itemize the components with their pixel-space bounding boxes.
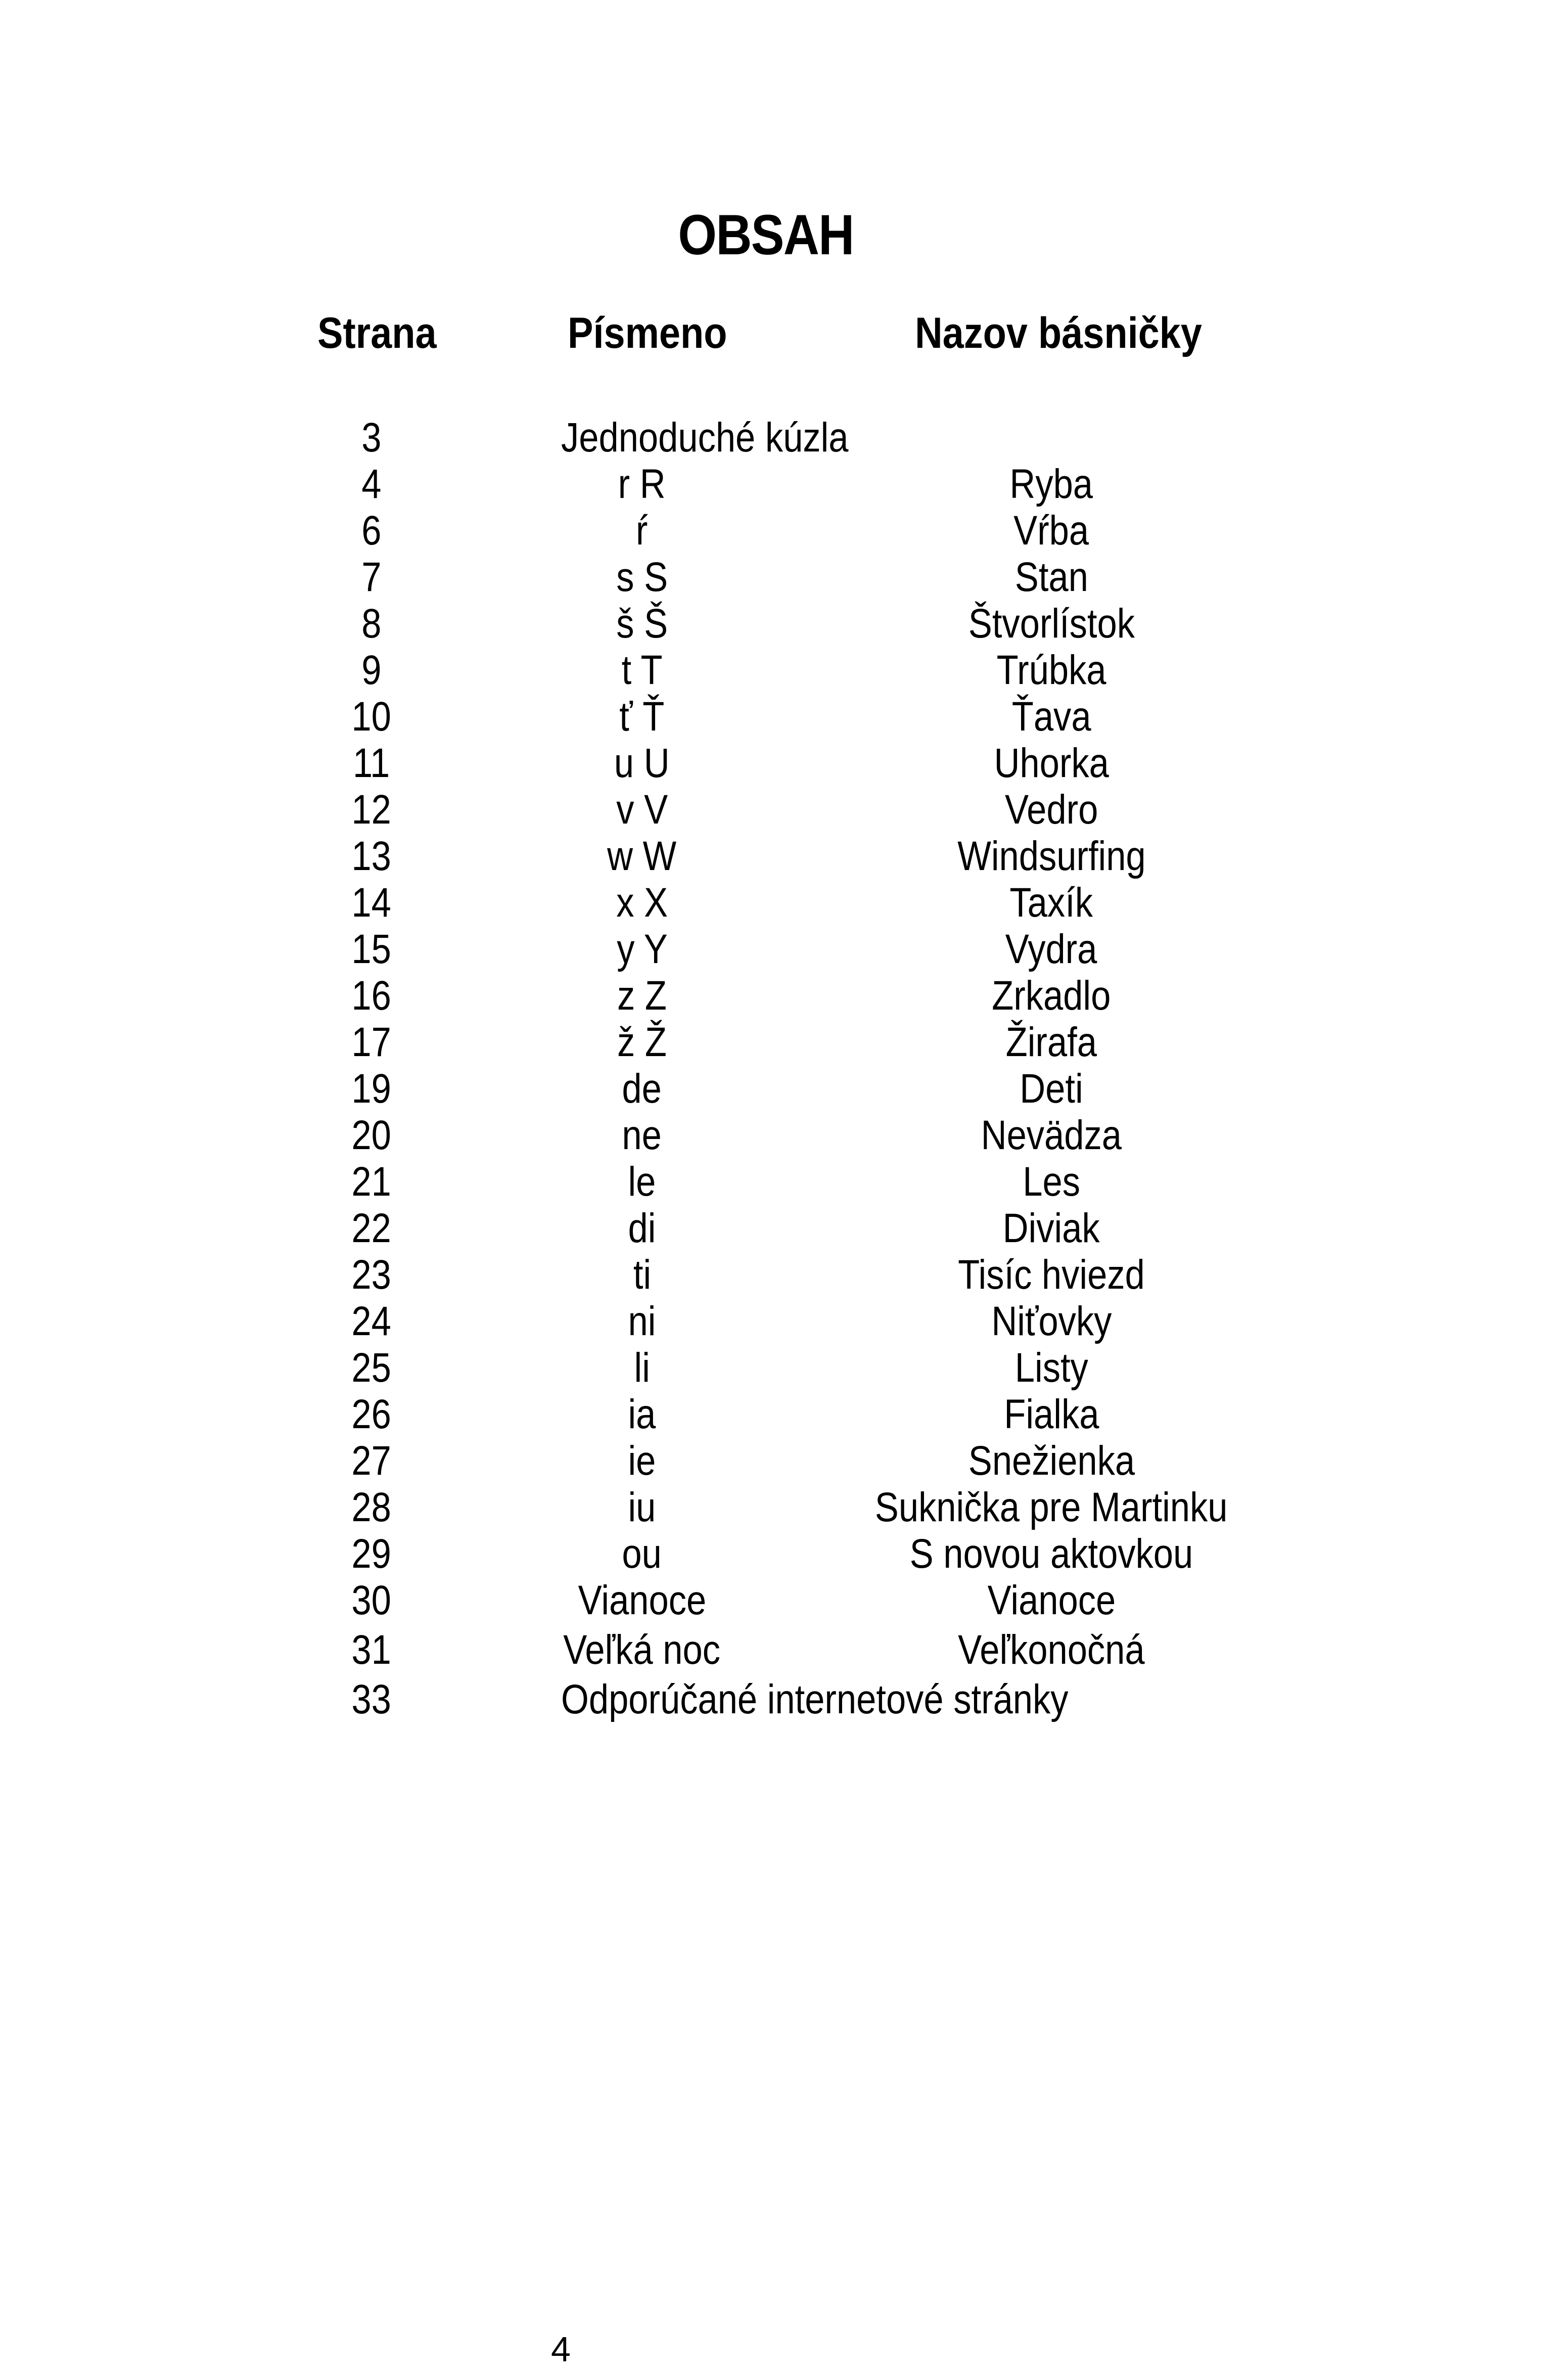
toc-row xyxy=(0,1391,1568,1438)
toc-page-number-text: 10 xyxy=(351,694,392,740)
page-number: 4 xyxy=(551,2330,571,2369)
toc-row xyxy=(0,1252,1568,1298)
toc-letter-text: u U xyxy=(614,740,670,786)
table-of-contents xyxy=(0,415,1568,1723)
toc-poem-title xyxy=(799,1205,1304,1252)
toc-poem-title xyxy=(799,1391,1304,1438)
toc-row xyxy=(0,1205,1568,1252)
toc-letter-text: s S xyxy=(616,554,668,600)
toc-page-number xyxy=(324,1438,420,1484)
toc-poem-title-text: Trúbka xyxy=(996,647,1106,693)
toc-letter-text: li xyxy=(634,1345,650,1391)
toc-page-number-text: 19 xyxy=(351,1066,392,1112)
toc-poem-title-text: Žirafa xyxy=(1005,1019,1097,1065)
toc-row xyxy=(0,647,1568,694)
toc-letter-text: r R xyxy=(618,461,666,507)
toc-page-number xyxy=(324,926,420,973)
toc-letter xyxy=(490,1159,794,1205)
toc-page-number xyxy=(324,508,420,554)
toc-letter xyxy=(490,1019,794,1066)
toc-poem-title-text: Vŕba xyxy=(1013,508,1089,554)
toc-poem-title xyxy=(799,1484,1304,1531)
toc-row xyxy=(0,1066,1568,1112)
toc-letter xyxy=(490,461,794,508)
toc-page-number xyxy=(324,740,420,787)
toc-letter-text: de xyxy=(622,1066,662,1112)
toc-page-number xyxy=(324,1345,420,1391)
toc-letter-text: w W xyxy=(607,833,677,879)
toc-page-number-text: 30 xyxy=(351,1577,392,1623)
toc-page-number-text: 29 xyxy=(351,1531,392,1577)
toc-poem-title xyxy=(799,508,1304,554)
toc-poem-title-text: Zrkadlo xyxy=(992,973,1111,1019)
toc-row xyxy=(0,461,1568,508)
toc-page-number xyxy=(324,973,420,1019)
toc-poem-title xyxy=(799,740,1304,787)
toc-page-number xyxy=(324,601,420,647)
toc-page-number-text: 21 xyxy=(351,1159,392,1205)
toc-section-title-text: Jednoduché kúzla xyxy=(561,415,849,461)
toc-poem-title xyxy=(799,554,1304,601)
toc-poem-title xyxy=(799,1531,1304,1577)
toc-poem-title xyxy=(799,1345,1304,1391)
toc-page-number-text: 11 xyxy=(353,740,390,786)
toc-letter xyxy=(490,926,794,973)
toc-letter-text: di xyxy=(628,1205,656,1251)
toc-page-number-text: 25 xyxy=(351,1345,392,1391)
toc-letter-text: ne xyxy=(622,1112,662,1158)
toc-poem-title xyxy=(799,1112,1304,1159)
toc-poem-title-text: Deti xyxy=(1020,1066,1083,1112)
toc-poem-title xyxy=(799,926,1304,973)
toc-row xyxy=(0,1159,1568,1205)
toc-row xyxy=(0,1345,1568,1391)
toc-page-number-text: 15 xyxy=(351,926,392,972)
toc-poem-title-text: Listy xyxy=(1014,1345,1088,1391)
toc-poem-title-text: Windsurfing xyxy=(957,833,1146,879)
toc-poem-title-text: Nevädza xyxy=(981,1112,1122,1158)
toc-page-number xyxy=(324,833,420,880)
toc-page-number-text: 31 xyxy=(351,1627,392,1673)
toc-row xyxy=(0,1627,1568,1673)
toc-page-number xyxy=(324,415,420,461)
toc-page-number-text: 22 xyxy=(351,1205,392,1251)
toc-page-number xyxy=(324,880,420,926)
toc-letter xyxy=(490,740,794,787)
toc-letter xyxy=(490,1252,794,1298)
toc-row xyxy=(0,1531,1568,1577)
toc-poem-title xyxy=(799,1298,1304,1345)
toc-poem-title xyxy=(799,1438,1304,1484)
toc-letter-text: iu xyxy=(628,1484,656,1530)
toc-letter-text: ŕ xyxy=(636,508,648,554)
toc-letter xyxy=(490,1066,794,1112)
toc-row xyxy=(0,973,1568,1019)
toc-poem-title-text: Stan xyxy=(1014,554,1088,600)
toc-page-number-text: 4 xyxy=(361,461,382,507)
toc-poem-title-text: Štvorlístok xyxy=(968,601,1135,647)
toc-poem-title xyxy=(799,833,1304,880)
toc-page-number xyxy=(324,647,420,694)
toc-row xyxy=(0,880,1568,926)
toc-page-number xyxy=(324,554,420,601)
toc-poem-title xyxy=(799,973,1304,1019)
toc-poem-title xyxy=(799,461,1304,508)
toc-letter xyxy=(490,694,794,740)
toc-letter-text: z Z xyxy=(617,973,667,1019)
toc-letter-text: ie xyxy=(628,1438,656,1484)
toc-poem-title-text: Vianoce xyxy=(987,1577,1116,1623)
toc-page-number-text: 27 xyxy=(351,1438,392,1484)
toc-row xyxy=(0,787,1568,833)
toc-poem-title xyxy=(799,1066,1304,1112)
toc-row xyxy=(0,1019,1568,1066)
toc-letter-text: y Y xyxy=(616,926,668,972)
toc-page-number xyxy=(324,1484,420,1531)
toc-letter xyxy=(490,1577,794,1624)
toc-page-number-text: 24 xyxy=(351,1298,392,1344)
toc-row xyxy=(0,694,1568,740)
toc-letter xyxy=(490,554,794,601)
toc-poem-title-text: Vydra xyxy=(1005,926,1097,972)
toc-row xyxy=(0,601,1568,647)
toc-section-title xyxy=(561,1676,1151,1723)
toc-page-number-text: 3 xyxy=(361,415,382,461)
column-header-letter: Písmeno xyxy=(568,309,727,357)
toc-poem-title-text: S novou aktovkou xyxy=(909,1531,1193,1577)
toc-page-number-text: 16 xyxy=(351,973,392,1019)
toc-letter xyxy=(490,1627,794,1673)
toc-letter xyxy=(490,1531,794,1577)
toc-letter xyxy=(490,1298,794,1345)
toc-poem-title-text: Diviak xyxy=(1002,1205,1100,1251)
toc-section-title-text: Odporúčané internetové stránky xyxy=(561,1676,1069,1722)
toc-row xyxy=(0,1438,1568,1484)
toc-page-number xyxy=(324,1298,420,1345)
toc-row xyxy=(0,926,1568,973)
toc-page-number xyxy=(324,1391,420,1438)
toc-poem-title-text: Ryba xyxy=(1009,461,1093,507)
toc-section-title xyxy=(561,415,895,461)
toc-poem-title-text: Ťava xyxy=(1011,694,1091,740)
toc-letter-text: ti xyxy=(633,1252,651,1298)
toc-poem-title-text: Uhorka xyxy=(994,740,1109,786)
toc-page-number xyxy=(324,1676,420,1723)
toc-row xyxy=(0,1112,1568,1159)
toc-poem-title-text: Les xyxy=(1023,1159,1080,1205)
toc-letter xyxy=(490,1112,794,1159)
toc-page-number-text: 14 xyxy=(351,880,392,926)
toc-poem-title xyxy=(799,1252,1304,1298)
toc-page-number xyxy=(324,1112,420,1159)
toc-page-number xyxy=(324,1531,420,1577)
toc-page-number xyxy=(324,694,420,740)
toc-page-number xyxy=(324,1066,420,1112)
toc-page-number xyxy=(324,1205,420,1252)
toc-page-number-text: 17 xyxy=(351,1019,392,1065)
toc-page-number xyxy=(324,787,420,833)
toc-row xyxy=(0,833,1568,880)
toc-letter-text: ia xyxy=(628,1391,656,1437)
toc-letter-text: le xyxy=(628,1159,656,1205)
toc-page-number-text: 8 xyxy=(361,601,382,647)
toc-poem-title xyxy=(799,647,1304,694)
column-header-poem: Nazov básničky xyxy=(915,309,1202,357)
toc-letter xyxy=(490,833,794,880)
toc-page-number-text: 20 xyxy=(351,1112,392,1158)
toc-page-number-text: 6 xyxy=(361,508,382,554)
toc-page-number xyxy=(324,1159,420,1205)
toc-letter-text: ni xyxy=(628,1298,656,1344)
toc-letter-text: v V xyxy=(616,787,668,833)
toc-page-number-text: 9 xyxy=(361,647,382,693)
toc-letter-text: š Š xyxy=(616,601,668,647)
page-title: OBSAH xyxy=(678,203,854,266)
toc-page-number-text: 26 xyxy=(351,1391,392,1437)
toc-row xyxy=(0,1577,1568,1624)
toc-page-number xyxy=(324,1252,420,1298)
toc-letter xyxy=(490,1345,794,1391)
toc-row xyxy=(0,740,1568,787)
toc-poem-title-text: Niťovky xyxy=(991,1298,1112,1344)
toc-poem-title-text: Tisíc hviezd xyxy=(958,1252,1145,1298)
toc-page-number xyxy=(324,461,420,508)
toc-letter-text: Veľká noc xyxy=(563,1627,721,1673)
toc-poem-title xyxy=(799,880,1304,926)
toc-row xyxy=(0,1298,1568,1345)
toc-letter xyxy=(490,1391,794,1438)
toc-page-number xyxy=(324,1577,420,1624)
toc-letter-text: x X xyxy=(616,880,668,926)
toc-page-number-text: 7 xyxy=(361,554,382,600)
toc-row xyxy=(0,415,1568,461)
toc-poem-title xyxy=(799,1577,1304,1624)
toc-poem-title xyxy=(799,1627,1304,1673)
toc-letter-text: t T xyxy=(621,647,663,693)
toc-page-number-text: 12 xyxy=(351,787,392,833)
toc-poem-title-text: Fialka xyxy=(1003,1391,1099,1437)
toc-letter xyxy=(490,1484,794,1531)
toc-letter xyxy=(490,601,794,647)
toc-row xyxy=(0,1484,1568,1531)
toc-poem-title xyxy=(799,694,1304,740)
toc-poem-title-text: Taxík xyxy=(1009,880,1093,926)
toc-poem-title-text: Snežienka xyxy=(968,1438,1135,1484)
toc-page-number-text: 13 xyxy=(351,833,392,879)
toc-page-number-text: 23 xyxy=(351,1252,392,1298)
toc-letter xyxy=(490,880,794,926)
toc-letter xyxy=(490,787,794,833)
toc-poem-title xyxy=(799,601,1304,647)
toc-page-number-text: 28 xyxy=(351,1484,392,1530)
toc-letter-text: ť Ť xyxy=(619,694,665,740)
column-header-page: Strana xyxy=(317,309,437,357)
toc-row xyxy=(0,554,1568,601)
toc-poem-title-text: Vedro xyxy=(1004,787,1098,833)
toc-row xyxy=(0,508,1568,554)
toc-letter xyxy=(490,1438,794,1484)
toc-letter xyxy=(490,973,794,1019)
toc-letter xyxy=(490,1205,794,1252)
toc-row xyxy=(0,1676,1568,1723)
toc-poem-title xyxy=(799,1159,1304,1205)
toc-poem-title-text: Suknička pre Martinku xyxy=(875,1484,1228,1530)
toc-page-number xyxy=(324,1627,420,1673)
toc-page-number xyxy=(324,1019,420,1066)
toc-page-number-text: 33 xyxy=(351,1676,392,1722)
toc-poem-title xyxy=(799,1019,1304,1066)
toc-letter-text: Vianoce xyxy=(578,1577,706,1623)
toc-poem-title-text: Veľkonočná xyxy=(958,1627,1145,1673)
toc-letter xyxy=(490,647,794,694)
toc-letter xyxy=(490,508,794,554)
toc-letter-text: ou xyxy=(622,1531,662,1577)
toc-letter-text: ž Ž xyxy=(617,1019,667,1065)
toc-poem-title xyxy=(799,787,1304,833)
